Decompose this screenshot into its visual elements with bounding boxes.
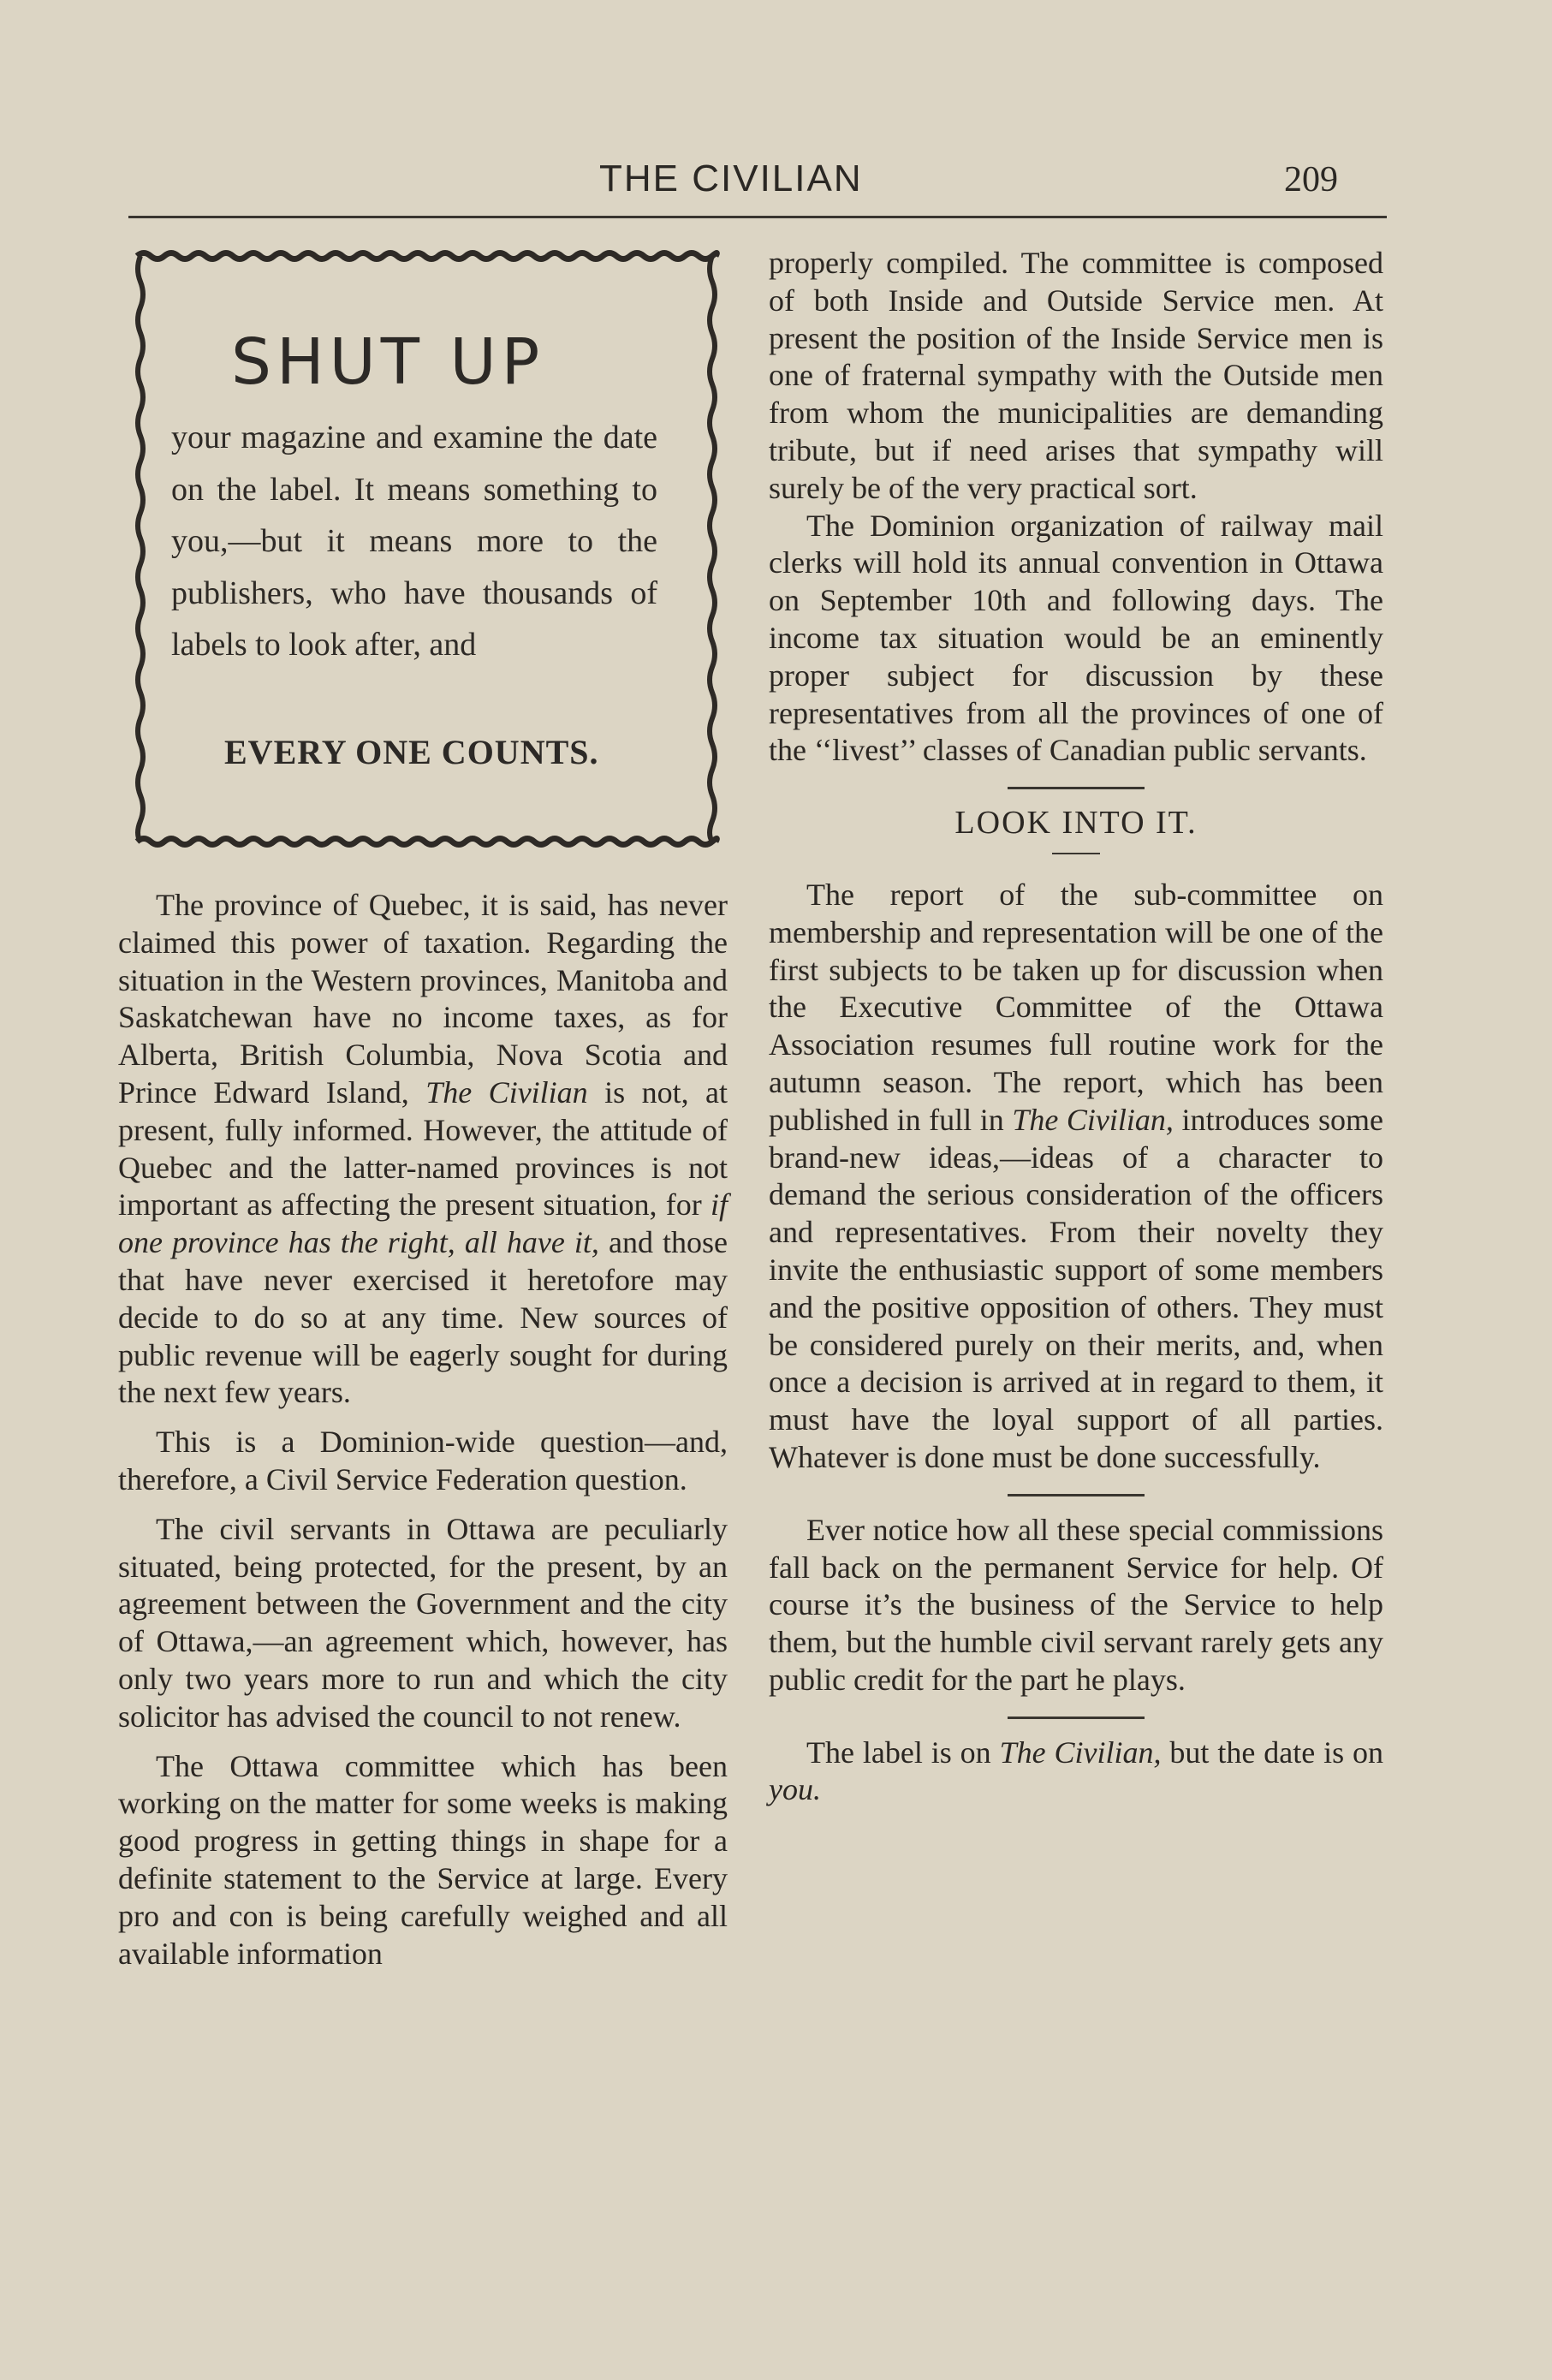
ad-body-text: your magazine and examine the date on the label. It means something to you,—but it means more to the publishers, who have thousands of labels to look after, and <box>171 419 657 663</box>
paragraph-dominion-question: This is a Dominion-wide question—and, therefore, a Civil Service Federation question. <box>118 1425 728 1496</box>
paragraph-special-commissions: Ever notice how all these special commissions fall back on the permanent Service for help. Of course it’s the business of the Service to help them, but the humble civil servant rarely gets any public credit for the part he plays. <box>769 1512 1383 1697</box>
section-heading: LOOK INTO IT. <box>954 805 1198 842</box>
advertisement-box <box>130 244 722 854</box>
paragraph-label-closing: The label is on The Civilian, but the date is on you. <box>769 1734 1384 1807</box>
magazine-name: The Civilian <box>425 1074 588 1110</box>
header-rule <box>128 216 1387 218</box>
magazine-name: The Civilian, <box>999 1734 1162 1770</box>
left-column <box>118 887 728 1972</box>
right-column <box>769 245 1383 1809</box>
running-title: THE CIVILIAN <box>599 158 863 199</box>
section-divider <box>1008 787 1145 789</box>
paragraph-sub-committee-report: The report of the sub-committee on membership and representation will be one of the first subjects to be taken up for discussion when the Executive Committee of the Ottawa Association resumes full routine work for the autumn season. The report, which has been published in full in The Civilian, introduces some brand-new ideas,—ideas of a character to demand the serious consideration of the officers and representatives. From their novelty they invite the enthusiastic support of some members and the positive opposition of others. They must be considered purely on their merits, and, when once a decision is arrived at in regard to them, it must have the loyal support of all parties. Whatever is done must be done successfully. <box>769 877 1383 1474</box>
paragraph-civil-servants-ottawa: The civil servants in Ottawa are peculiarly situated, being protected, for the present, by an agreement between the Government and the city of Ottawa,—an agreement which, however, has only two years more to run and which the city solicitor has advised the council to not renew. <box>118 1511 728 1734</box>
paragraph-committee-continued: properly compiled. The committee is composed of both Inside and Outside Service men. At present the position of the Inside Service men is one of fraternal sympathy with the Outside men from whom the municipalities are demanding tribute, but if need arises that sympathy will surely be of the very practical sort. <box>769 246 1383 505</box>
emphasis-text: if one province has the right, all have it, <box>118 1187 728 1260</box>
section-divider <box>1008 1717 1145 1719</box>
ad-heading: SHUT UP <box>231 325 545 399</box>
magazine-name: The Civilian, <box>1012 1102 1174 1137</box>
paragraph-income-tax-provinces: The province of Quebec, it is said, has never claimed this power of taxation. Regarding the situation in the Western provinces, Manitoba and Saskatchewan have no income taxes, as for Alberta, British Columbia, Nova Scotia and Prince Edward Island, The Civilian is not, at present, fully informed. However, the attitude of Quebec and the latter-named provinces is not important as affecting the present situation, for if one province has the right, all have it, and those that have never exercised it heretofore may decide to do so at any time. New sources of public revenue will be eagerly sought for during the next few years. <box>118 888 728 1410</box>
section-divider <box>1008 1494 1145 1496</box>
paragraph-railway-mail-clerks: The Dominion organization of railway mail clerks will hold its annual convention in Ottawa on September 10th and following days. The income tax situation would be an eminently proper subject for discussion by these representatives from all the provinces of one of the ‘‘livest’’ classes of Canadian public servants. <box>769 508 1383 768</box>
heading-underline <box>1052 853 1100 854</box>
ad-footer: EVERY ONE COUNTS. <box>224 733 599 771</box>
emphasis-text: you. <box>769 1772 821 1807</box>
paragraph-ottawa-committee: The Ottawa committee which has been working on the matter for some weeks is making good progress in getting things in shape for a definite statement to the Service at large. Every pro and con is being carefully weighed and all available information <box>118 1748 728 1971</box>
page-number: 209 <box>1284 160 1338 199</box>
